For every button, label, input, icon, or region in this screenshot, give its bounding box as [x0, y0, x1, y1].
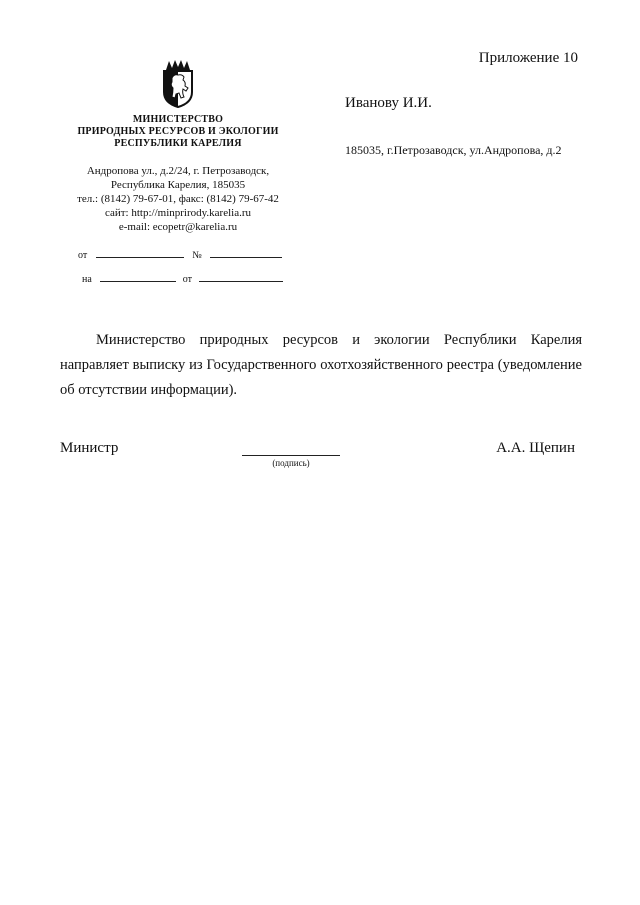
signer-name: А.А. Щепин [496, 440, 575, 456]
signer-title: Министр [60, 440, 119, 456]
contact-line: e-mail: ecopetr@karelia.ru [118, 221, 238, 233]
ministry-name-line: МИНИСТЕРСТВО [132, 114, 224, 125]
recipient-address: 185035, г.Петрозаводск, ул.Андропова, д.2 [345, 143, 562, 157]
signature-caption: (подпись) [272, 458, 310, 468]
appendix-label: Приложение 10 [478, 50, 578, 66]
reference-date-blank [199, 272, 283, 282]
reference-number-blank [100, 272, 176, 282]
date-blank [96, 248, 184, 258]
karelia-coat-of-arms-icon [161, 58, 195, 108]
outgoing-registration-line [78, 248, 282, 261]
contact-line: тел.: (8142) 79-67-01, факс: (8142) 79-67-42 [77, 193, 279, 205]
ministry-name-line: РЕСПУБЛИКИ КАРЕЛИЯ [114, 138, 242, 149]
ministry-name [58, 114, 298, 150]
signature-line [242, 455, 340, 456]
number-blank [210, 248, 282, 258]
ministry-name-line: ПРИРОДНЫХ РЕСУРСОВ И ЭКОЛОГИИ [77, 126, 279, 137]
from-label: от [78, 250, 88, 261]
ministry-contacts [58, 164, 298, 234]
contact-line: Андропова ул., д.2/24, г. Петрозаводск, [86, 165, 270, 177]
contact-line: сайт: http://minprirody.karelia.ru [104, 207, 252, 219]
date-label: от [182, 274, 193, 285]
letter-body: Министерство природных ресурсов и экологии Республики Карелия направляет выписку из Государственного охотхозяйственного реестра (уведомление об отсутствии информации). [60, 332, 582, 398]
letterhead [58, 58, 298, 234]
recipient-name: Иванову И.И. [345, 95, 432, 111]
contact-line: Республика Карелия, 185035 [110, 179, 246, 191]
number-label: № [192, 250, 202, 261]
reply-registration-line [82, 272, 283, 285]
to-label: на [82, 274, 92, 285]
